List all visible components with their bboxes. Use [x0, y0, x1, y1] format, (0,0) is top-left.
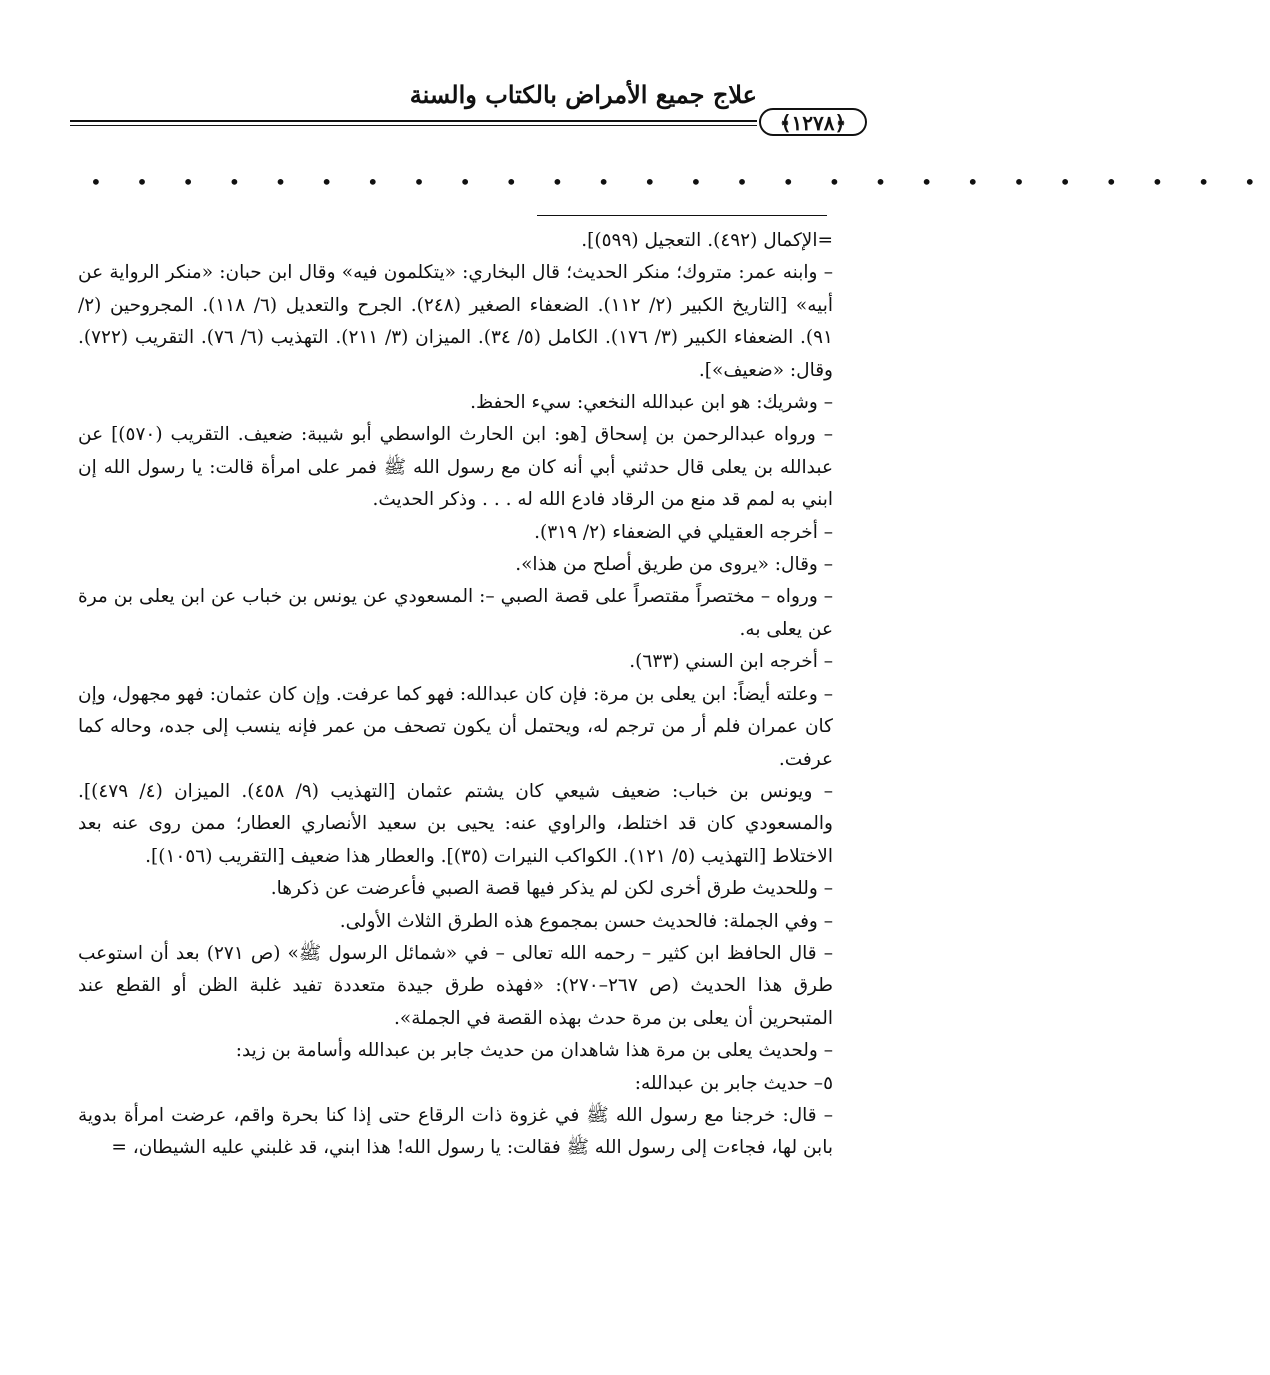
paragraph: – أخرجه ابن السني (٦٣٣). [629, 651, 833, 673]
paragraph: – ويونس بن خباب: ضعيف شيعي كان يشتم عثمان [التهذيب (٩/ ٤٥٨). الميزان (٤/ ٤٧٩)]. والمسعودي كان قد اختلط، والراوي عنه: يحيى بن سعيد الأنصاري العطار؛ ممن روى عنه بعد الاختلاط [التهذيب (٥/ ١٢١). الكواكب النيرات (٣٥)]. والعطار هذا ضعيف [التقريب (١٠٥٦)]. [78, 780, 833, 867]
paragraph: – أخرجه العقيلي في الضعفاء (٢/ ٣١٩). [534, 521, 833, 543]
running-title: علاج جميع الأمراض بالكتاب والسنة [409, 80, 757, 109]
paragraph: – ولحديث يعلى بن مرة هذا شاهدان من حديث جابر بن عبدالله وأسامة بن زيد: [235, 1040, 833, 1062]
paragraph: =الإكمال (٤٩٢). التعجيل (٥٩٩)]. [581, 230, 833, 251]
paragraph: – وفي الجملة: فالحديث حسن بمجموع هذه الطرق الثلاث الأولى. [339, 910, 833, 932]
paragraph: ٥– حديث جابر بن عبدالله: [634, 1072, 833, 1094]
header-rule [70, 120, 757, 126]
footnote-text [78, 225, 833, 1165]
paragraph: – ورواه – مختصراً مقتصراً على قصة الصبي –: المسعودي عن يونس بن خباب عن ابن يعلى بن مرة عن يعلى به. [78, 586, 833, 640]
footnote-rule [537, 215, 827, 216]
paragraph: – وشريك: هو ابن عبدالله النخعي: سيء الحفظ. [470, 392, 833, 414]
page-header [70, 72, 867, 142]
paragraph: – وابنه عمر: متروك؛ منكر الحديث؛ قال البخاري: «يتكلمون فيه» وقال ابن حبان: «منكر الرواية عن أبيه» [التاريخ الكبير (٢/ ١١٢). الضعفاء الصغير (٢٤٨). الجرح والتعديل (٦/ ١١٨). المجروحين (٢/ ٩١). الضعفاء الكبير (٣/ ١٧٦). الكامل (٥/ ٣٤). الميزان (٣/ ٢١١). التهذيب (٦/ ٧٦). التقريب (٧٢٢). وقال: «ضعيف»]. [78, 262, 833, 381]
paragraph: – ورواه عبدالرحمن بن إسحاق [هو: ابن الحارث الواسطي أبو شيبة: ضعيف. التقريب (٥٧٠)] عن عبدالله بن يعلى قال حدثني أبي أنه كان مع رسول الله ﷺ فمر على امرأة قالت: يا رسول الله إن ابني به لمم قد منع من الرقاد فادع الله له . . . وذكر الحديث. [78, 424, 833, 511]
paragraph: – قال الحافظ ابن كثير – رحمه الله تعالى – في «شمائل الرسول ﷺ» (ص ٢٧١) بعد أن استوعب طرق هذا الحديث (ص ٢٦٧–٢٧٠): «فهذه طرق جيدة متعددة تفيد غلبة الظن أو القطع عند المتبحرين أن يعلى بن مرة حدث بهذه القصة في الجملة». [78, 942, 833, 1029]
paragraph: – وقال: «يروى من طريق أصلح من هذا». [515, 554, 833, 576]
paragraph: – وللحديث طرق أخرى لكن لم يذكر فيها قصة الصبي فأعرضت عن ذكرها. [270, 878, 833, 900]
page-number: ﴿١٢٧٨﴾ [759, 108, 867, 136]
dotted-separator: • • • • • • • • • • • • • • • • • • • • • • • • • • [90, 170, 1270, 194]
paragraph: – قال: خرجنا مع رسول الله ﷺ في غزوة ذات الرقاع حتى إذا كنا بحرة واقم، عرضت امرأة بدوية بابن لها، فجاءت إلى رسول الله ﷺ فقالت: يا رسول الله! هذا ابني، قد غلبني عليه الشيطان، = [78, 1104, 833, 1159]
paragraph: – وعلته أيضاً: ابن يعلى بن مرة: فإن كان عبدالله: فهو كما عرفت. وإن كان عثمان: فهو مجهول، وإن كان عمران فلم أر من ترجم له، ويحتمل أن يكون تصحف من عمر فإنه ينسب إلى جده، وحاله كما عرفت. [78, 683, 833, 770]
